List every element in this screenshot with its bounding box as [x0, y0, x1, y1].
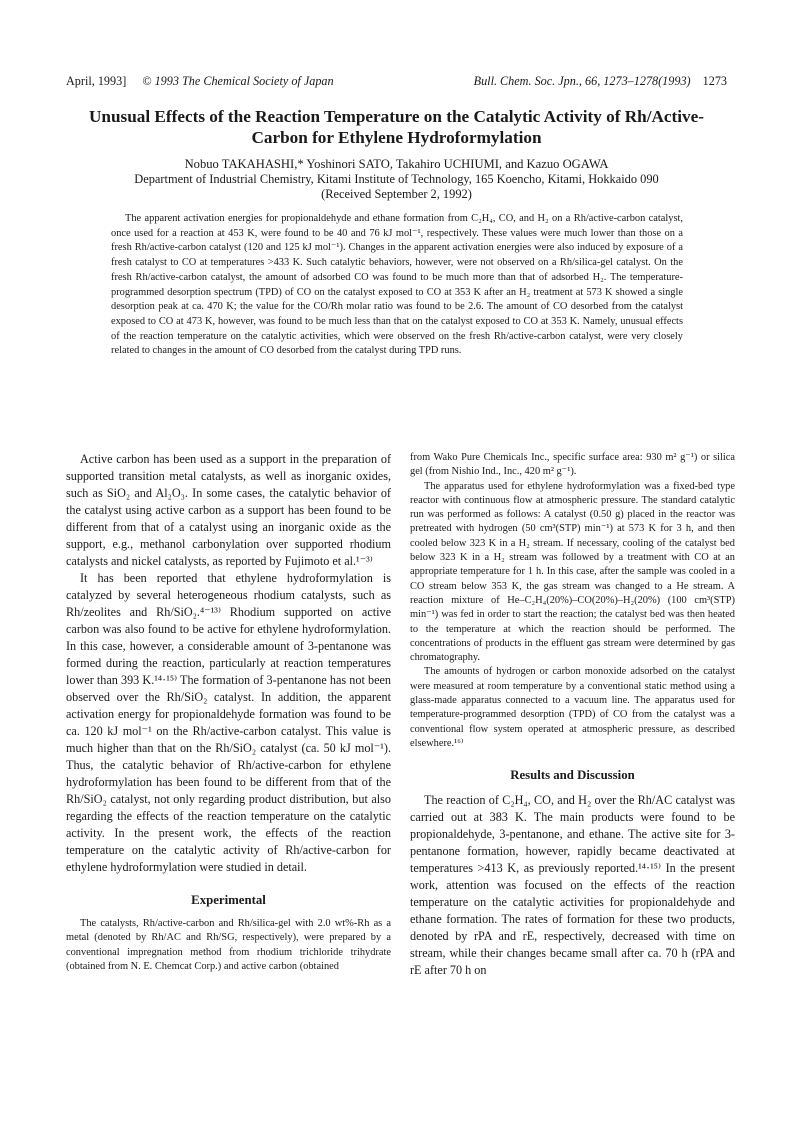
- experimental-paragraph-3: The amounts of hydrogen or carbon monoxide adsorbed on the catalyst were measured at room temperature by a conventional static method using a glass-made apparatus connected to a vacuum line. The apparatus used for temperature-programmed desorption (TPD) of CO from the catalyst was a conventional flow system operated at atmospheric pressure, as described elsewhere.¹⁶⁾: [410, 666, 735, 749]
- intro-paragraph-2: It has been reported that ethylene hydroformylation is catalyzed by several heterogeneous rhodium catalysts, such as Rh/zeolites and Rh/SiO₂.⁴⁻¹³⁾ Rhodium supported on active carbon was also found to be active for ethylene hydroformylation. In this case, however, a considerable amount of 3-pentanone was formed during the reaction, particularly at reaction temperatures lower than 393 K.¹⁴·¹⁵⁾ The formation of 3-pentanone has not been observed over the Rh/SiO₂ catalyst. In addition, the apparent activation energy for propionaldehyde formation was found to be ca. 120 kJ mol⁻¹ on the Rh/active-carbon catalyst. This value is much higher than that on the Rh/SiO₂ catalyst (ca. 50 kJ mol⁻¹). Thus, the catalytic behavior of Rh/active-carbon for ethylene hydroformylation has been found to be different from that of the Rh/SiO₂ catalyst, not only regarding product distribution, but also regarding the effects of the reaction temperature on the catalytic activity. In the present work, the effects of the reaction temperature on the catalytic activity of Rh/active-carbon for ethylene hydroformylation were studied in detail.: [66, 571, 391, 874]
- experimental-heading: Experimental: [191, 893, 266, 907]
- experimental-continuation: from Wako Pure Chemicals Inc., specific surface area: 930 m² g⁻¹) or silica gel (from Nishio Ind., Inc., 420 m² g⁻¹).: [410, 452, 735, 478]
- received-date: (Received September 2, 1992): [321, 187, 472, 201]
- abstract: The apparent activation energies for propionaldehyde and ethane formation from C₂H₄, CO, and H₂ on a Rh/active-carbon catalyst, once used for a reaction at 453 K, were found to be 40 and 76 kJ mol⁻¹, respectively. These values were much lower than those on a fresh Rh/active-carbon catalyst (120 and 125 kJ mol⁻¹). Changes in the apparent activation energies were also induced by exposure of a fresh catalyst to CO at temperatures >433 K. Such catalytic behaviors, however, were not observed on a Rh/silica-gel catalyst. On the fresh Rh/active-carbon catalyst, the amount of adsorbed CO was found to be much more than that of adsorbed H₂. The temperature-programmed desorption spectrum (TPD) of CO on the catalyst exposed to CO at 353 K after an H₂ treatment at 573 K showed a single desorption peak at ca. 470 K; the value for the CO/Rh molar ratio was found to be 2.6. The amount of CO desorbed from the catalyst exposed to CO at 473 K, however, was found to be much less than that on the catalyst exposed to CO at 353 K. Namely, unusual effects of the reaction temperature on the catalytic activities, which were observed on the fresh Rh/active-carbon catalyst, were very closely related to changes in the amount of CO desorbed from the catalyst during TPD runs.: [111, 213, 683, 357]
- results-heading: Results and Discussion: [510, 768, 635, 783]
- page-number: 1273: [702, 74, 727, 88]
- right-column: [410, 451, 735, 979]
- running-head: [66, 72, 727, 90]
- intro-paragraph-1: Active carbon has been used as a support in the preparation of supported transition metal catalysts, as well as inorganic oxides, such as SiO₂ and Al₂O₃. In some cases, the catalytic behavior of the catalyst using active carbon as a support has been found to be different from that of a catalyst using an inorganic oxide as the support, e.g., methanol carbonylation over supported rhodium catalysts and nickel catalysts, as reported by Fujimoto et al.¹⁻³⁾: [66, 452, 391, 568]
- experimental-paragraph-1: The catalysts, Rh/active-carbon and Rh/silica-gel with 2.0 wt%-Rh as a metal (denoted by Rh/AC and Rh/SG, respectively), were prepared by a conventional impregnation method from rhodium trichloride trihydrate (obtained from N. E. Chemcat Corp.) and active carbon (obtained: [66, 918, 391, 972]
- copyright-notice: © 1993 The Chemical Society of Japan: [142, 74, 334, 88]
- author-list: Nobuo TAKAHASHI,* Yoshinori SATO, Takahiro UCHIUMI, and Kazuo OGAWA: [184, 157, 609, 171]
- article-title: Unusual Effects of the Reaction Temperature on the Catalytic Activity of Rh/Active-Carbon for Ethylene Hydroformylation: [88, 107, 704, 147]
- running-head-right: [474, 72, 727, 90]
- issue-date: April, 1993]: [66, 74, 127, 88]
- journal-citation: Bull. Chem. Soc. Jpn., 66, 1273–1278(1993): [473, 74, 691, 88]
- left-column: [66, 451, 391, 974]
- affiliation: Department of Industrial Chemistry, Kitami Institute of Technology, 165 Koencho, Kitami, Hokkaido 090: [134, 172, 659, 186]
- experimental-paragraph-2: The apparatus used for ethylene hydroformylation was a fixed-bed type reactor with continuous flow at atmospheric pressure. The standard catalytic run was performed as follows: A catalyst (0.50 g) placed in the reactor was pretreated with hydrogen (50 cm³(STP) min⁻¹) at 573 K for 3 h, and then cooled below 323 K in a H₂ stream. If necessary, cooling of the catalyst bed below 323 K in a H₂ stream was followed by a treatment with CO at an appropriate temperature for 1 h. In this case, after the sample was cooled in a CO stream below 353 K, the gas stream was changed to a He stream. A reaction mixture of He–C₂H₄(20%)–CO(20%)–H₂(20%) (100 cm³(STP) min⁻¹) was fed in order to start the reaction; the catalyst bed was then heated to the temperature at which the reaction should be performed. The concentrations of products in the effluent gas stream were determined by gas chromatography.: [410, 480, 735, 664]
- running-head-left: [66, 72, 334, 90]
- results-paragraph-1: The reaction of C₂H₄, CO, and H₂ over the Rh/AC catalyst was carried out at 383 K. The main products were found to be propionaldehyde, 3-pentanone, and ethane. The active site for 3-pentanone formation, however, rapidly became deactivated at temperatures >413 K, as previously reported.¹⁴·¹⁵⁾ In the present work, attention was focused on the effects of the reaction temperature on the catalytic activities for propionaldehyde and ethane formation. The rates of formation for these two products, denoted by rPA and rE, respectively, decreased with time on stream, while their changes became small after ca. 70 h (rPA and rE after 70 h on: [410, 793, 735, 978]
